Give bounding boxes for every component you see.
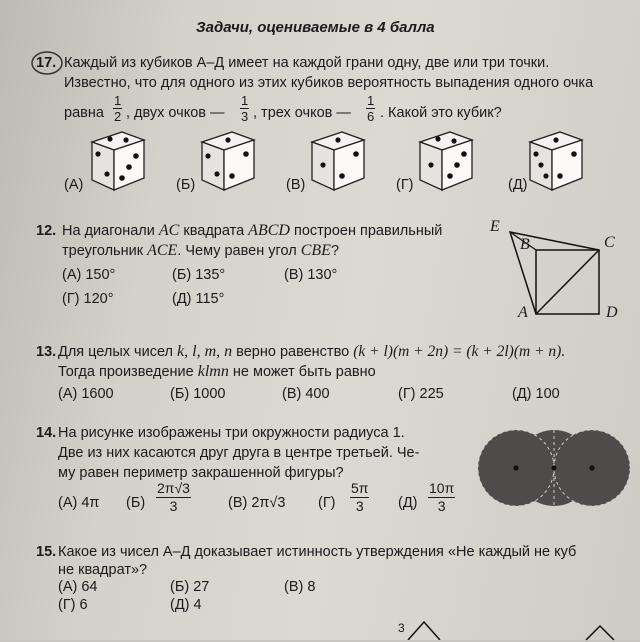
figure-label-c: C bbox=[604, 234, 615, 251]
p12-text: треугольник bbox=[62, 243, 144, 259]
p14-line3: му равен периметр закрашенной фигуры? bbox=[58, 465, 344, 481]
problem-number-14: 14. bbox=[36, 425, 57, 441]
p12-cbe: CBE bbox=[300, 242, 331, 259]
p12-option-a: (А) 150° bbox=[62, 267, 116, 283]
frac-den: 3 bbox=[437, 498, 446, 514]
problem-number-15: 15. bbox=[36, 544, 57, 560]
p13-option-v: (В) 400 bbox=[282, 386, 330, 402]
frac-num: 10π bbox=[429, 480, 455, 496]
problem-number-11: 17. bbox=[36, 55, 57, 71]
frac-den: 3 bbox=[169, 498, 178, 514]
p15-option-d: (Д) 4 bbox=[170, 597, 202, 613]
p11-text-b: , двух очков — bbox=[126, 105, 225, 121]
p13-line1 bbox=[58, 343, 565, 361]
p12-text: квадрата bbox=[183, 223, 245, 239]
frac-num: 1 bbox=[367, 93, 375, 108]
p14-option-b-label: (Б) bbox=[126, 495, 146, 511]
cube-g-icon bbox=[420, 132, 472, 190]
p13-option-b: (Б) 1000 bbox=[170, 386, 226, 402]
fraction-one-sixth bbox=[366, 93, 375, 124]
p14-option-v: (В) 2π√3 bbox=[228, 495, 286, 511]
p12-option-g: (Г) 120° bbox=[62, 291, 114, 307]
problem-number-12: 12. bbox=[36, 223, 57, 239]
p12-ac: AC bbox=[158, 222, 180, 239]
partial-triangle-figure-right bbox=[582, 620, 618, 642]
partial-triangle-figure bbox=[404, 618, 454, 640]
p15-option-b: (Б) 27 bbox=[170, 579, 210, 595]
p13-vars: k, l, m, n bbox=[177, 343, 233, 360]
cube-b-icon bbox=[202, 132, 254, 190]
frac-den: 3 bbox=[355, 498, 364, 514]
p13-option-a: (А) 1600 bbox=[58, 386, 114, 402]
next-figure-label: 3 bbox=[398, 621, 405, 635]
p12-option-v: (В) 130° bbox=[284, 267, 338, 283]
p13-line2 bbox=[58, 363, 376, 381]
p15-option-a: (А) 64 bbox=[58, 579, 98, 595]
p14-option-g-label: (Г) bbox=[318, 495, 336, 511]
problem-number-13: 13. bbox=[36, 344, 57, 360]
frac-num: 1 bbox=[241, 93, 249, 108]
cube-label-g: (Г) bbox=[396, 177, 414, 193]
cube-label-a: (А) bbox=[64, 177, 84, 193]
p15-line1: Какое из чисел А–Д доказывает истинность утверждения «Не каждый не куб bbox=[58, 544, 577, 560]
p15-line2: не квадрат»? bbox=[58, 562, 148, 578]
p11-line2: Известно, что для одного из этих кубиков вероятность выпадения одного очка bbox=[64, 75, 594, 91]
frac-den: 3 bbox=[241, 109, 249, 124]
frac-den: 2 bbox=[114, 109, 122, 124]
p12-text: На диагонали bbox=[62, 223, 155, 239]
p13-text: не может быть равно bbox=[232, 364, 376, 380]
fraction-one-third bbox=[240, 93, 249, 124]
p14-option-g-fraction bbox=[350, 480, 369, 515]
p14-option-b-fraction bbox=[156, 480, 191, 515]
p12-line2 bbox=[62, 242, 339, 260]
p12-text: . Чему равен угол bbox=[177, 243, 297, 259]
p13-option-d: (Д) 100 bbox=[512, 386, 560, 402]
p11-line1: Каждый из кубиков А–Д имеет на каждой грани одну, две или три точки. bbox=[64, 55, 550, 71]
p11-text-c: , трех очков — bbox=[253, 105, 351, 121]
p11-text-a: равна bbox=[64, 105, 104, 121]
p12-ace: ACE bbox=[147, 242, 178, 259]
three-circles-figure bbox=[474, 418, 634, 518]
p13-text: верно равенство bbox=[236, 344, 350, 360]
figure-label-a: A bbox=[518, 304, 528, 321]
p12-text: ? bbox=[330, 243, 340, 259]
p12-line1 bbox=[62, 222, 442, 240]
p14-line1: На рисунке изображены три окружности радиуса 1. bbox=[58, 425, 405, 441]
cube-label-b: (Б) bbox=[176, 177, 196, 193]
p11-text-d: . Какой это кубик? bbox=[380, 105, 502, 121]
frac-num: 1 bbox=[114, 93, 122, 108]
figure-label-b: B bbox=[520, 236, 530, 253]
cube-label-d: (Д) bbox=[508, 177, 528, 193]
frac-den: 6 bbox=[367, 109, 375, 124]
cube-label-v: (В) bbox=[286, 177, 306, 193]
section-header: Задачи, оцениваемые в 4 балла bbox=[196, 19, 435, 36]
p13-equation: (k + l)(m + 2n) = (k + 2l)(m + n). bbox=[353, 343, 566, 360]
p15-option-g: (Г) 6 bbox=[58, 597, 88, 613]
p12-abcd: ABCD bbox=[248, 222, 290, 239]
p14-option-d-fraction bbox=[428, 480, 455, 515]
p12-option-d: (Д) 115° bbox=[172, 291, 225, 307]
p14-option-d-label: (Д) bbox=[398, 495, 418, 511]
p13-text: Тогда произведение bbox=[58, 364, 194, 380]
figure-label-e: E bbox=[490, 218, 500, 235]
cube-v-icon bbox=[312, 132, 364, 190]
fraction-one-half bbox=[113, 93, 122, 124]
dice-row bbox=[20, 128, 620, 198]
p13-option-g: (Г) 225 bbox=[398, 386, 444, 402]
p13-text: Для целых чисел bbox=[58, 344, 173, 360]
frac-num: 5π bbox=[351, 480, 369, 496]
cube-a-icon bbox=[92, 132, 144, 190]
p14-option-a: (А) 4π bbox=[58, 495, 100, 511]
frac-num: 2π√3 bbox=[157, 480, 190, 496]
p13-klmn: klmn bbox=[197, 363, 229, 380]
p15-option-v: (В) 8 bbox=[284, 579, 316, 595]
figure-label-d: D bbox=[606, 304, 618, 321]
p14-line2: Две из них касаются друг друга в центре третьей. Че- bbox=[58, 445, 420, 461]
cube-d-icon bbox=[530, 132, 582, 190]
p12-text: построен правильный bbox=[293, 223, 443, 239]
p12-option-b: (Б) 135° bbox=[172, 267, 226, 283]
